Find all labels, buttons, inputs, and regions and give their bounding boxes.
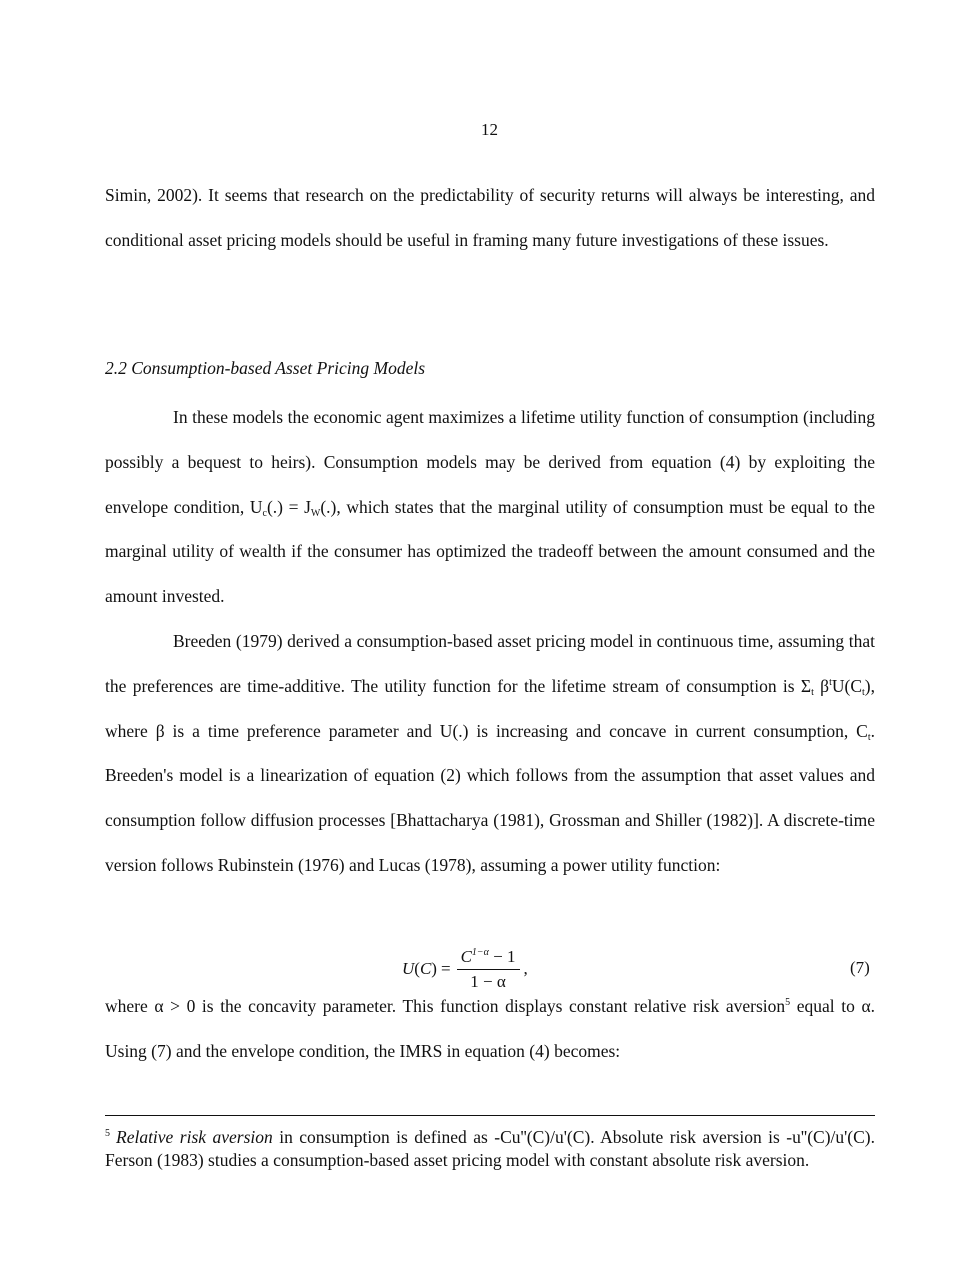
text-run: In these models the economic agent maximizes a lifetime utility function of consumption (including possibly a bequest to heirs). Consumption models may be derived from equation (4) by exploiting the envelope condition, U — [105, 407, 875, 517]
paragraph-consumption-models — [105, 395, 875, 619]
text-run: (.) = J — [266, 496, 311, 517]
equation-lhs — [402, 959, 437, 979]
eq-num-rest: − 1 — [488, 946, 516, 966]
text-run: equal to α. Using (7) and the envelope condition, the IMRS in equation (4) becomes: — [105, 996, 875, 1061]
subscript: W — [310, 507, 321, 519]
paragraph-continuation — [105, 173, 875, 263]
page-number: 12 — [481, 120, 498, 139]
text-run: ), where β is a time preference parameter and U(.) is increasing and concave in current consumption, C — [105, 675, 875, 741]
subscript: t — [862, 686, 865, 698]
eq-func: U — [402, 959, 415, 978]
paragraph-breeden — [105, 619, 875, 888]
footnote-text: in consumption is defined as -Cu''(C)/u'(C). Absolute risk aversion is -u''(C)/u'(C). Ferson (1983) studies a consumption-based asset pricing model with constant absolute risk aversion. — [105, 1127, 875, 1170]
footnote-term: Relative risk aversion — [116, 1127, 273, 1147]
paragraph-text: Simin, 2002). It seems that research on the predictability of security returns will always be interesting, and conditional asset pricing models should be useful in framing many future investigations of these issues. — [105, 185, 875, 250]
eq-num-base: C — [460, 946, 472, 966]
text-run: β — [813, 675, 830, 696]
subscript: t — [867, 731, 871, 743]
superscript: t — [829, 676, 832, 688]
equation-number: (7) — [850, 958, 870, 977]
equation-comma: , — [523, 959, 528, 978]
text-run: . Breeden's model is a linearization of equation (2) which follows from the assumption that asset values and consumption follow diffusion processes [Bhattacharya (1981), Grossman and Shiller (1982)]. A discrete-time version follows Rubinstein (1976) and Lucas (1978), assuming a power utility function: — [105, 720, 875, 875]
footnote-divider — [105, 1115, 875, 1116]
eq-paren: ) — [431, 959, 437, 978]
eq-var: C — [419, 959, 432, 978]
section-heading: 2.2 Consumption-based Asset Pricing Models — [105, 358, 426, 378]
footnote — [105, 1126, 875, 1171]
text-run: where α > 0 is the concavity parameter. This function displays constant relative risk aversion — [105, 996, 786, 1016]
fraction-denominator: 1 − α — [470, 971, 506, 991]
eq-paren: ( — [414, 959, 420, 978]
paragraph-concavity — [105, 984, 875, 1074]
subscript: t — [811, 686, 814, 698]
text-run: Breeden (1979) derived a consumption-based asset pricing model in continuous time, assuming that the preferences are time-additive. The utility function for the lifetime stream of consumption is Σ — [105, 631, 875, 696]
footnote-mark: 5 — [105, 1128, 110, 1139]
text-run: (.), which states that the marginal utility of consumption must be equal to the marginal utility of wealth if the consumer has optimized the tradeoff between the amount consumed and the amount invested. — [105, 496, 875, 607]
eq-num-exp: 1−α — [471, 946, 489, 958]
subscript: c — [262, 507, 267, 519]
text-run: U(C — [831, 675, 863, 696]
equals-sign: = — [440, 959, 451, 978]
fraction-numerator — [457, 947, 520, 970]
footnote-reference: 5 — [785, 997, 791, 1008]
